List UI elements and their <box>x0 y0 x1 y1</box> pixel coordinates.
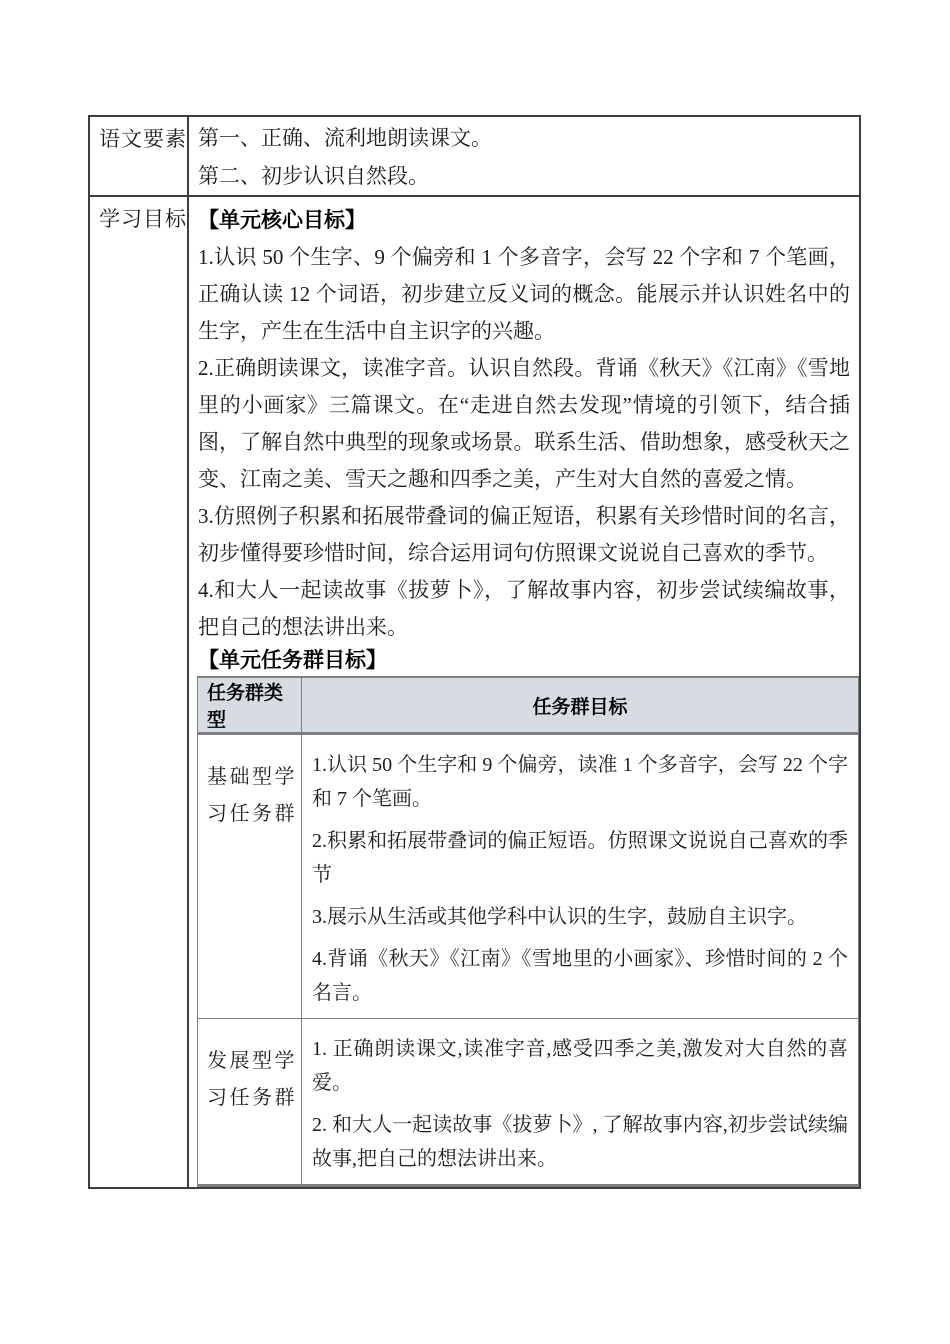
table-row-learning-goals <box>90 197 859 1187</box>
core-goal-item-3: 3.仿照例子积累和拓展带叠词的偏正短语，积累有关珍惜时间的名言，初步懂得要珍惜时间，综合运用词句仿照课文说说自己喜欢的季节。 <box>198 504 850 565</box>
basic-goal-1: 1.认识 50 个生字和 9 个偏旁，读准 1 个多音字，会写 22 个字和 7 个笔画。 <box>312 754 848 810</box>
task-type-cell-basic <box>198 735 302 1018</box>
requirement-line-2: 第二、初步认识自然段。 <box>198 164 429 188</box>
core-goals-heading: 【单元核心目标】 <box>198 209 366 232</box>
task-type-header-text: 任务群类型 <box>207 683 284 731</box>
basic-goal-3: 3.展示从生活或其他学科中认识的生字，鼓励自主识字。 <box>312 906 807 928</box>
task-group-table <box>197 676 859 1187</box>
main-table <box>88 115 861 1189</box>
core-goal-item-1: 1.认识 50 个生字、9 个偏旁和 1 个多音字，会写 22 个字和 7 个笔画，正确认读 12 个词语，初步建立反义词的概念。能展示并认识姓名中的生字，产生在生活中自主识字的兴趣。 <box>198 245 850 343</box>
requirement-line-1: 第一、正确、流利地朗读课文。 <box>198 126 492 150</box>
language-elements-content <box>189 117 859 195</box>
task-table-header-row <box>198 678 858 735</box>
core-goal-item-4: 4.和大人一起读故事《拔萝卜》，了解故事内容，初步尝试续编故事，把自己的想法讲出来。 <box>198 578 850 639</box>
task-group-heading: 【单元任务群目标】 <box>198 649 387 672</box>
basic-goal-2: 2.积累和拓展带叠词的偏正短语。仿照课文说说自己喜欢的季节 <box>312 830 848 886</box>
table-row-language-elements <box>90 117 859 197</box>
task-goal-header-cell <box>302 678 858 732</box>
row-label-text: 语文要素 <box>99 127 187 151</box>
task-type-cell-development <box>198 1019 302 1184</box>
row-label-learning-goals <box>90 197 189 1187</box>
basic-goal-4: 4.背诵《秋天》《江南》《雪地里的小画家》、珍惜时间的 2 个名言。 <box>312 948 848 1004</box>
core-goal-item-2: 2.正确朗读课文，读准字音。认识自然段。背诵《秋天》《江南》《雪地里的小画家》三篇课文。在“走进自然去发现”情境的引领下，结合插图，了解自然中典型的现象或场景。联系生活、借助想象，感受秋天之变、江南之美、雪天之趣和四季之美，产生对大自然的喜爱之情。 <box>198 356 850 491</box>
task-goal-cell-basic <box>302 735 858 1018</box>
development-goal-1: 1. 正确朗读课文,读准字音,感受四季之美,激发对大自然的喜爱。 <box>312 1038 848 1094</box>
task-type-text: 基础型学习任务群 <box>207 766 297 825</box>
task-row-development <box>198 1019 858 1184</box>
learning-goals-content <box>189 197 859 1187</box>
row-label-language-elements <box>90 117 189 195</box>
row-label-text: 学习目标 <box>99 207 187 231</box>
development-goal-2: 2. 和大人一起读故事《拔萝卜》, 了解故事内容,初步尝试续编故事,把自己的想法讲出来。 <box>312 1114 848 1170</box>
core-goals-section <box>197 197 859 646</box>
task-row-basic <box>198 735 858 1019</box>
task-type-header-cell <box>198 678 302 732</box>
task-type-text: 发展型学习任务群 <box>207 1050 297 1109</box>
task-goal-cell-development <box>302 1019 858 1184</box>
task-goal-header-text: 任务群目标 <box>532 696 628 718</box>
